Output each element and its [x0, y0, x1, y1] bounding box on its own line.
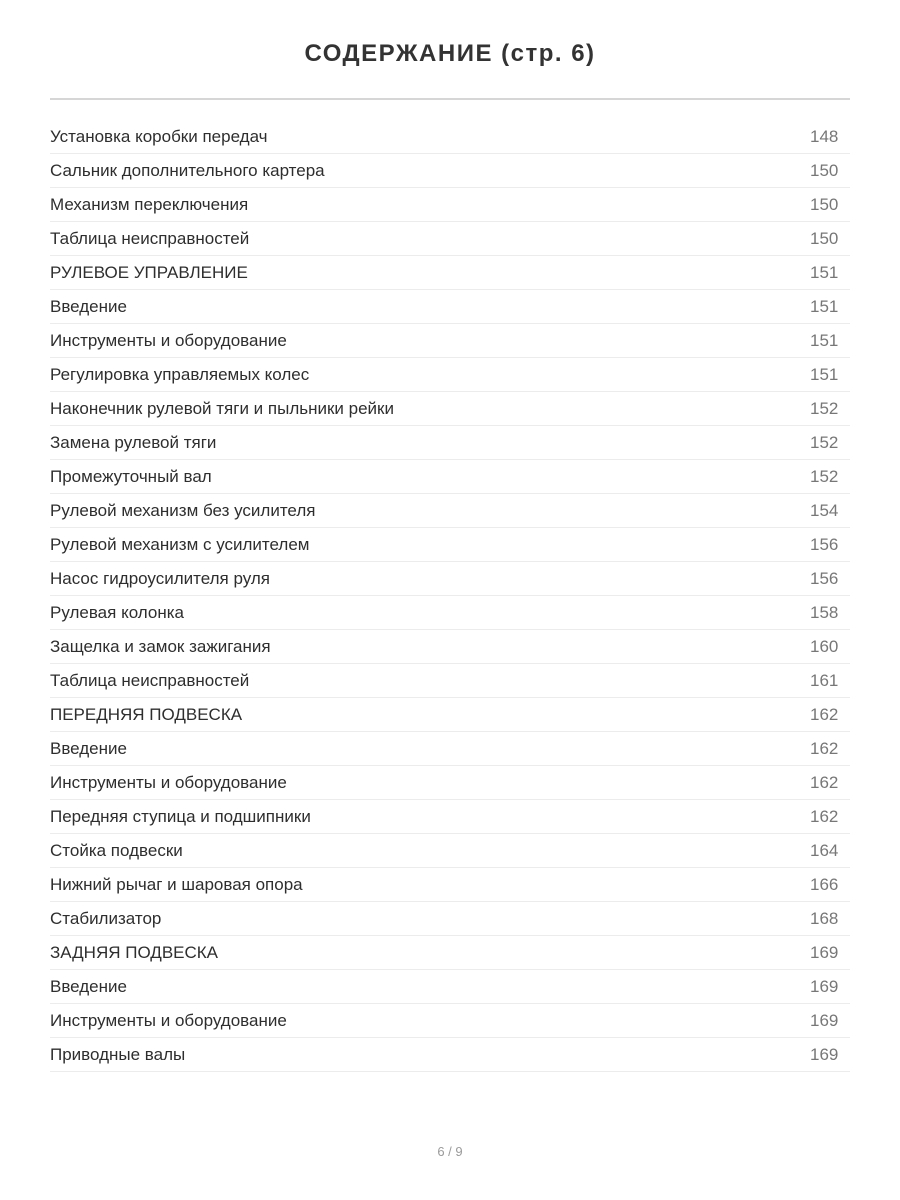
page-title: СОДЕРЖАНИЕ (стр. 6) [304, 40, 596, 67]
toc-entry-page-number: 151 [810, 262, 839, 282]
toc-entry[interactable] [50, 324, 850, 358]
table-of-contents [50, 120, 850, 1072]
toc-entry[interactable] [50, 120, 850, 154]
toc-entry[interactable] [50, 664, 850, 698]
toc-entry-title[interactable]: Таблица неисправностей [50, 228, 250, 248]
toc-entry[interactable] [50, 392, 850, 426]
toc-entry-page-number: 169 [810, 1010, 839, 1030]
toc-entry-title[interactable]: ЗАДНЯЯ ПОДВЕСКА [50, 942, 219, 962]
toc-entry[interactable] [50, 902, 850, 936]
toc-entry-title[interactable]: Механизм переключения [50, 194, 249, 214]
page-indicator: 6 / 9 [437, 1144, 463, 1159]
toc-entry[interactable] [50, 766, 850, 800]
toc-entry-page-number: 148 [810, 126, 839, 146]
toc-entry-title[interactable]: ПЕРЕДНЯЯ ПОДВЕСКА [50, 704, 243, 724]
toc-entry-page-number: 164 [810, 840, 839, 860]
toc-entry-page-number: 158 [810, 602, 839, 622]
toc-entry-title[interactable]: Стойка подвески [50, 840, 183, 860]
toc-entry-title[interactable]: Передняя ступица и подшипники [50, 806, 311, 826]
toc-entry-page-number: 151 [810, 296, 839, 316]
toc-entry-title[interactable]: Стабилизатор [50, 908, 162, 928]
toc-entry[interactable] [50, 970, 850, 1004]
toc-entry[interactable] [50, 528, 850, 562]
toc-entry[interactable] [50, 358, 850, 392]
toc-entry-title[interactable]: Нижний рычаг и шаровая опора [50, 874, 303, 894]
toc-entry[interactable] [50, 494, 850, 528]
toc-entry-page-number: 150 [810, 194, 839, 214]
toc-entry-page-number: 152 [810, 432, 839, 452]
toc-entry-page-number: 162 [810, 704, 839, 724]
toc-entry-title[interactable]: Таблица неисправностей [50, 670, 250, 690]
toc-entry[interactable] [50, 1038, 850, 1072]
toc-entry-page-number: 150 [810, 160, 839, 180]
toc-entry-title[interactable]: Инструменты и оборудование [50, 1010, 287, 1030]
toc-entry-page-number: 151 [810, 364, 839, 384]
toc-entry-page-number: 156 [810, 534, 839, 554]
toc-entry-title[interactable]: Установка коробки передач [50, 126, 268, 146]
toc-entry[interactable] [50, 596, 850, 630]
toc-entry-page-number: 162 [810, 772, 839, 792]
toc-entry[interactable] [50, 426, 850, 460]
toc-entry-title[interactable]: Инструменты и оборудование [50, 330, 287, 350]
toc-entry[interactable] [50, 698, 850, 732]
toc-entry-page-number: 169 [810, 1044, 839, 1064]
toc-entry-title[interactable]: Введение [50, 296, 127, 316]
toc-entry-page-number: 150 [810, 228, 839, 248]
toc-entry-page-number: 162 [810, 806, 839, 826]
toc-entry-page-number: 160 [810, 636, 839, 656]
toc-entry-title[interactable]: Рулевая колонка [50, 602, 184, 622]
toc-entry-page-number: 169 [810, 976, 839, 996]
title-divider [50, 98, 850, 100]
toc-entry-title[interactable]: Промежуточный вал [50, 466, 212, 486]
toc-entry[interactable] [50, 154, 850, 188]
toc-entry[interactable] [50, 868, 850, 902]
toc-entry[interactable] [50, 1004, 850, 1038]
toc-entry[interactable] [50, 562, 850, 596]
toc-entry-page-number: 151 [810, 330, 839, 350]
toc-entry-page-number: 166 [810, 874, 839, 894]
toc-entry[interactable] [50, 936, 850, 970]
toc-entry-page-number: 168 [810, 908, 839, 928]
toc-entry-page-number: 169 [810, 942, 839, 962]
toc-entry-page-number: 152 [810, 466, 839, 486]
toc-entry-page-number: 154 [810, 500, 839, 520]
toc-entry[interactable] [50, 834, 850, 868]
toc-entry-title[interactable]: Защелка и замок зажигания [50, 636, 271, 656]
toc-entry-title[interactable]: Приводные валы [50, 1044, 186, 1064]
toc-entry[interactable] [50, 256, 850, 290]
toc-entry[interactable] [50, 630, 850, 664]
toc-entry-title[interactable]: РУЛЕВОЕ УПРАВЛЕНИЕ [50, 262, 248, 282]
toc-entry-title[interactable]: Замена рулевой тяги [50, 432, 217, 452]
toc-entry-title[interactable]: Рулевой механизм без усилителя [50, 500, 316, 520]
toc-entry-page-number: 161 [810, 670, 839, 690]
toc-entry-title[interactable]: Сальник дополнительного картера [50, 160, 325, 180]
toc-entry-title[interactable]: Наконечник рулевой тяги и пыльники рейки [50, 398, 394, 418]
toc-entry-title[interactable]: Насос гидроусилителя руля [50, 568, 271, 588]
toc-entry[interactable] [50, 188, 850, 222]
toc-entry-page-number: 152 [810, 398, 839, 418]
toc-entry[interactable] [50, 732, 850, 766]
toc-entry-title[interactable]: Инструменты и оборудование [50, 772, 287, 792]
toc-entry[interactable] [50, 800, 850, 834]
toc-entry[interactable] [50, 290, 850, 324]
toc-entry-page-number: 162 [810, 738, 839, 758]
toc-entry-title[interactable]: Введение [50, 976, 127, 996]
toc-entry-title[interactable]: Рулевой механизм с усилителем [50, 534, 310, 554]
toc-entry-page-number: 156 [810, 568, 839, 588]
toc-entry-title[interactable]: Регулировка управляемых колес [50, 364, 310, 384]
toc-entry-title[interactable]: Введение [50, 738, 127, 758]
toc-entry[interactable] [50, 222, 850, 256]
toc-entry[interactable] [50, 460, 850, 494]
